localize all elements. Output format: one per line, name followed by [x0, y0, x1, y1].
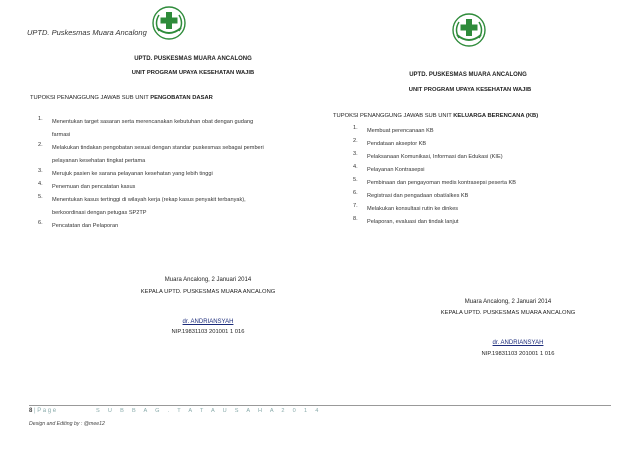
list-item: 2. Pendataan akseptor KB: [353, 138, 427, 147]
right-tupoksi-heading: [333, 112, 603, 120]
footer-subtitle: S U B B A G . T A T A U S A H A 2 0 1 4: [96, 408, 322, 414]
left-tupoksi-prefix: TUPOKSI PENANGGUNG JAWAB SUB UNIT: [30, 95, 151, 101]
list-item: 5. Pembinaan dan pengayoman medis kontrasepsi peserta KB: [353, 177, 516, 186]
left-signer-name: dr. ANDRIANSYAH: [182, 319, 234, 325]
list-item: 3. Pelaksanaan Komunikasi, Informasi dan Edukasi (KIE): [353, 151, 503, 160]
left-task-list: [38, 116, 300, 233]
puskesmas-logo-left: [152, 6, 186, 40]
right-org-title: UPTD. PUSKESMAS MUARA ANCALONG: [409, 72, 527, 78]
left-signer-title: KEPALA UPTD. PUSKESMAS MUARA ANCALONG: [140, 289, 276, 295]
left-place-date: Muara Ancalong, 2 Januari 2014: [164, 277, 252, 283]
page-number: 8: [29, 408, 33, 414]
left-tupoksi-subunit: PENGOBATAN DASAR: [150, 95, 213, 101]
footer-design-credit: Design and Editing by : @mee12: [29, 421, 105, 427]
right-place-date: Muara Ancalong, 2 Januari 2014: [464, 299, 552, 305]
list-item: 1. Membuat perencanaan KB: [353, 125, 434, 134]
right-signer-name: dr. ANDRIANSYAH: [492, 340, 544, 346]
footer-page-label: [29, 408, 56, 414]
right-unit-title: UNIT PROGRAM UPAYA KESEHATAN WAJIB: [408, 87, 532, 93]
list-item: 5. Menentukan kasus tertinggi di wilayah kerja (rekap kasus penyakit terbanyak), berkoordinasi dengan petugas SP2TP: [38, 194, 246, 216]
left-signer-nip: NIP.19831103 201001 1 016: [171, 329, 245, 335]
list-item: 1. Menentukan target sasaran serta merencanakan kebutuhan obat dengan gudang farmasi: [38, 116, 254, 138]
right-task-list: [353, 125, 593, 229]
header-title: UPTD. Puskesmas Muara Ancalong: [27, 28, 147, 37]
right-tupoksi-prefix: TUPOKSI PENANGGUNG JAWAB SUB UNIT: [333, 113, 454, 119]
right-tupoksi-subunit: KELUARGA BERENCANA (KB): [453, 113, 539, 119]
list-item: 3. Merujuk pasien ke sarana pelayanan kesehatan yang lebih tinggi: [38, 168, 213, 177]
left-tupoksi-heading: [30, 94, 290, 102]
puskesmas-logo-right: [452, 13, 486, 47]
list-item: 8. Pelaporan, evaluasi dan tindak lanjut: [353, 216, 459, 225]
list-item: 4. Penemuan dan pencatatan kasus: [38, 181, 136, 190]
footer-divider: [29, 405, 611, 406]
right-signer-nip: NIP.19831103 201001 1 016: [481, 351, 555, 357]
left-unit-title: UNIT PROGRAM UPAYA KESEHATAN WAJIB: [131, 70, 255, 76]
right-signer-title: KEPALA UPTD. PUSKESMAS MUARA ANCALONG: [440, 310, 576, 316]
list-item: 2. Melakukan tindakan pengobatan sesuai dengan standar puskesmas sebagai pemberi pelayanan kesehatan tingkat pertama: [38, 142, 264, 164]
list-item: 6. Pencatatan dan Pelaporan: [38, 220, 119, 229]
page-word: | P a g e: [34, 408, 57, 414]
list-item: 7. Melakukan konsultasi rutin ke dinkes: [353, 203, 459, 212]
list-item: 4. Pelayanan Kontrasepsi: [353, 164, 425, 173]
list-item: 6. Registrasi dan pengadaan obat/alkes KB: [353, 190, 469, 199]
left-org-title: UPTD. PUSKESMAS MUARA ANCALONG: [134, 56, 252, 62]
